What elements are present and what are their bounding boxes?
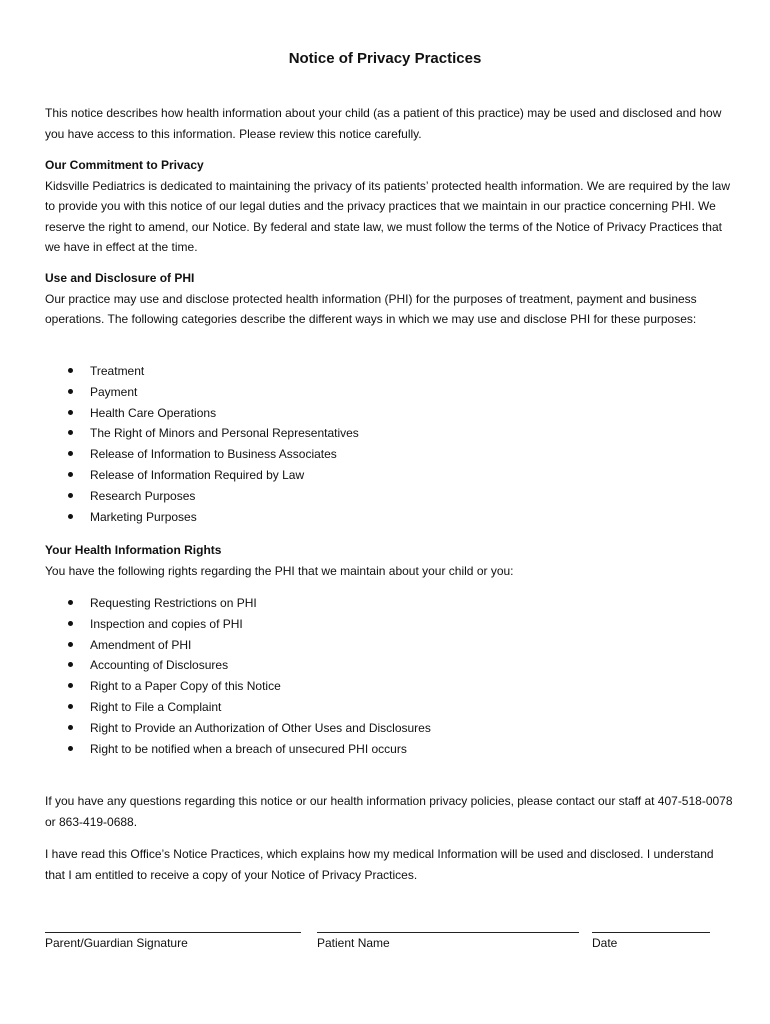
bullet-icon — [68, 430, 73, 435]
list-item: Right to be notified when a breach of unsecured PHI occurs — [45, 739, 735, 760]
bullet-icon — [68, 514, 73, 519]
bullet-icon — [68, 389, 73, 394]
list-item: Right to a Paper Copy of this Notice — [45, 676, 735, 697]
bullet-icon — [68, 493, 73, 498]
parent-signature-label: Parent/Guardian Signature — [45, 936, 188, 950]
bullet-icon — [68, 621, 73, 626]
bullet-icon — [68, 410, 73, 415]
bullet-icon — [68, 704, 73, 709]
commitment-body: Kidsville Pediatrics is dedicated to maintaining the privacy of its patients’ protected health information. We are required by the law to provide you with this notice of our legal duties and the privacy practices that we maintain in our practice concerning PHI. We reserve the right to amend, our Notice. By federal and state law, we must follow the terms of the Notice of Privacy Practices that we have in effect at the time. — [45, 178, 731, 254]
list-item: Requesting Restrictions on PHI — [45, 593, 735, 614]
commitment-heading: Our Commitment to Privacy — [45, 158, 204, 172]
signature-line — [592, 918, 710, 933]
list-item: Release of Information to Business Associates — [45, 444, 735, 465]
parent-signature-field[interactable] — [45, 918, 301, 950]
rights-section — [45, 540, 735, 581]
signature-line — [317, 918, 579, 933]
page-title: Notice of Privacy Practices — [288, 50, 482, 67]
bullet-icon — [68, 472, 73, 477]
use-disclosure-heading: Use and Disclosure of PHI — [45, 271, 195, 285]
list-item: Amendment of PHI — [45, 635, 735, 656]
rights-body: You have the following rights regarding the PHI that we maintain about your child or you: — [45, 563, 514, 578]
list-item: Accounting of Disclosures — [45, 655, 735, 676]
bullet-icon — [68, 683, 73, 688]
patient-name-label: Patient Name — [317, 936, 390, 950]
list-item: Right to File a Complaint — [45, 697, 735, 718]
rights-heading: Your Health Information Rights — [45, 543, 222, 557]
date-field[interactable] — [592, 918, 710, 950]
list-item: Right to Provide an Authorization of Other Uses and Disclosures — [45, 718, 735, 739]
use-disclosure-section — [45, 268, 735, 330]
intro-paragraph: This notice describes how health information about your child (as a patient of this practice) may be used and disclosed and how you have access to this information. Please review this notice carefully. — [45, 106, 722, 141]
contact-paragraph: If you have any questions regarding this notice or our health information privacy policies, please contact our staff at 407-518-0078 or 863-419-0688. — [45, 794, 733, 829]
bullet-icon — [68, 746, 73, 751]
list-item: Treatment — [45, 361, 735, 382]
bullet-icon — [68, 642, 73, 647]
acknowledgement-paragraph: I have read this Office’s Notice Practices, which explains how my medical Information will be used and disclosed. I understand that I am entitled to receive a copy of your Notice of Privacy Practices. — [45, 847, 714, 882]
signature-line — [45, 918, 301, 933]
bullet-icon — [68, 600, 73, 605]
bullet-icon — [68, 451, 73, 456]
patient-name-field[interactable] — [317, 918, 579, 950]
use-disclosure-body: Our practice may use and disclose protected health information (PHI) for the purposes of treatment, payment and business operations. The following categories describe the different ways in which we may use and disclose PHI for these purposes: — [45, 291, 697, 326]
list-item: Inspection and copies of PHI — [45, 614, 735, 635]
bullet-icon — [68, 368, 73, 373]
bullet-icon — [68, 725, 73, 730]
list-item: Health Care Operations — [45, 403, 735, 424]
list-item: Payment — [45, 382, 735, 403]
use-disclosure-list — [45, 361, 735, 527]
bullet-icon — [68, 662, 73, 667]
rights-list — [45, 593, 735, 759]
list-item: Research Purposes — [45, 486, 735, 507]
date-label: Date — [592, 936, 618, 950]
list-item: Release of Information Required by Law — [45, 465, 735, 486]
list-item: The Right of Minors and Personal Representatives — [45, 423, 735, 444]
commitment-section — [45, 155, 735, 258]
list-item: Marketing Purposes — [45, 507, 735, 528]
